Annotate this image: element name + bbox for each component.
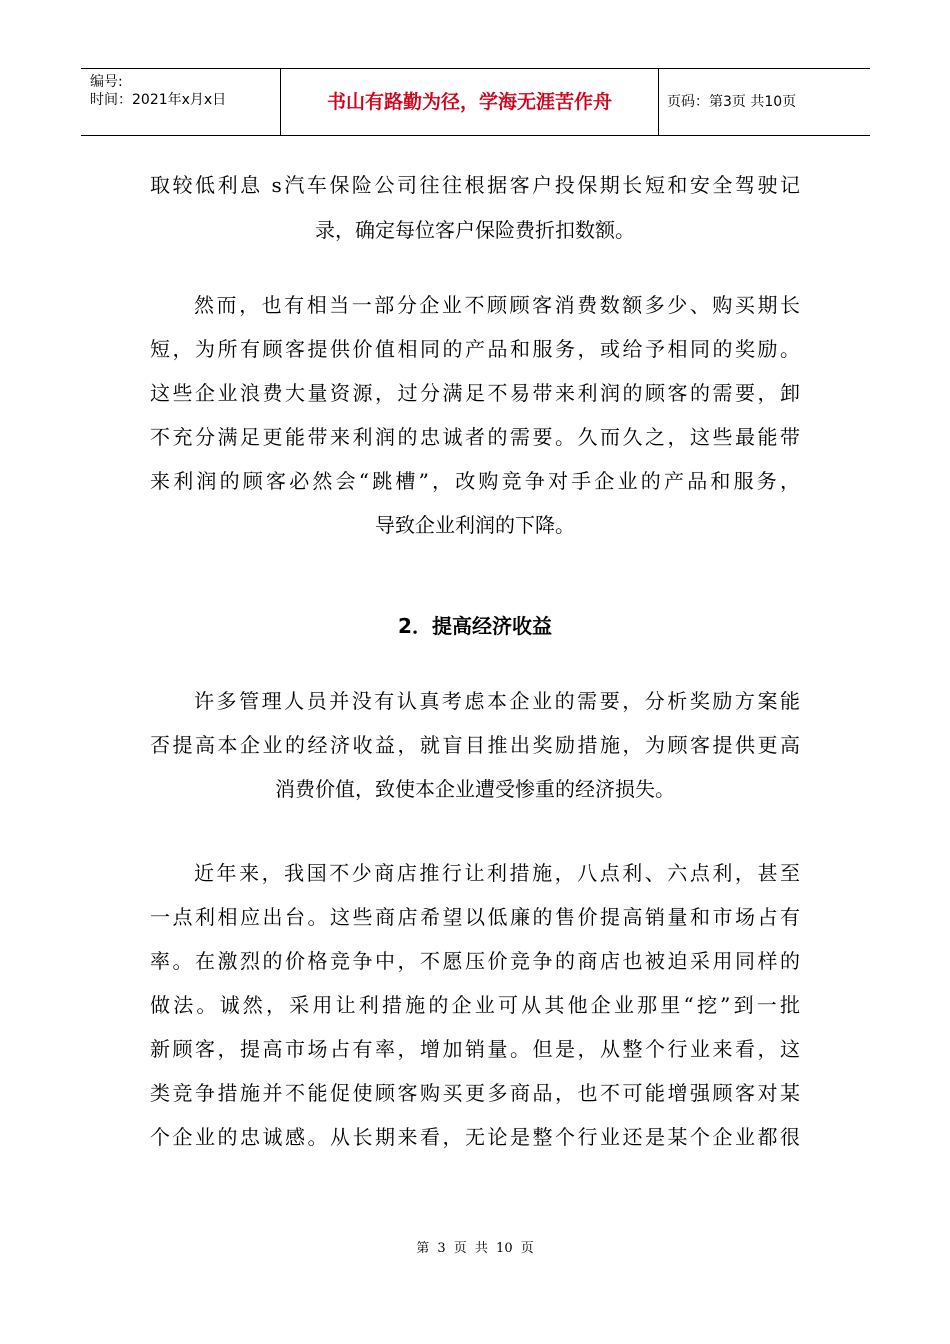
paragraph-line: 否提高本企业的经济收益，就盲目推出奖励措施，为顾客提供更高 [150,733,800,757]
paragraph-line: 许多管理人员并没有认真考虑本企业的需要，分析奖励方案能 [194,689,800,713]
page-footer: 第 3 页 共 10 页 [416,1241,534,1256]
paragraph-line: 这些企业浪费大量资源，过分满足不易带来利润的顾客的需要，卸 [150,381,800,405]
paragraph-line: 做法。诚然，采用让利措施的企业可从其他企业那里“挖”到一批 [150,993,800,1017]
paragraph-line: 取较低利息 s汽车保险公司往往根据客户投保期长短和安全驾驶记 [150,173,800,197]
paragraph-4 [150,856,800,1155]
paragraph-line: 率。在激烈的价格竞争中，不愿压价竞争的商店也被迫采用同样的 [150,949,800,973]
paragraph-line: 新顾客，提高市场占有率，增加销量。但是，从整个行业来看，这 [150,1037,800,1061]
paragraph-line: 导致企业利润的下降。 [375,513,575,537]
page-header [81,68,870,136]
paragraph-line: 个企业的忠诚感。从长期来看，无论是整个行业还是某个企业都很 [150,1125,800,1149]
paragraph-line: 近年来，我国不少商店推行让利措施，八点利、六点利，甚至 [194,861,800,885]
serial-number-label: 编号: [90,74,123,90]
header-meta [81,69,281,135]
paragraph-line: 来利润的顾客必然会“跳槽”，改购竞争对手企业的产品和服务， [150,469,800,493]
time-label: 时间：2021年x月x日 [90,92,227,108]
paragraph-line: 短，为所有顾客提供价值相同的产品和服务，或给予相同的奖励。 [150,337,800,361]
paragraph-line: 消费价值，致使本企业遭受惨重的经济损失。 [275,777,675,801]
section-heading: 2．提高经济收益 [398,614,552,638]
header-motto: 书山有路勤为径，学海无涯苦作舟 [281,69,659,135]
header-page-code: 页码：第3页 共10页 [667,94,797,110]
paragraph-line: 然而，也有相当一部分企业不顾顾客消费数额多少、购买期长 [194,293,800,317]
paragraph-1 [150,168,800,248]
paragraph-2 [150,288,800,543]
paragraph-line: 不充分满足更能带来利润的忠诚者的需要。久而久之，这些最能带 [150,425,800,449]
paragraph-3 [150,684,800,807]
paragraph-line: 录，确定每位客户保险费折扣数额。 [315,218,635,242]
paragraph-line: 一点利相应出台。这些商店希望以低廉的售价提高销量和市场占有 [150,905,800,929]
paragraph-line: 类竞争措施并不能促使顾客购买更多商品，也不可能增强顾客对某 [150,1081,800,1105]
